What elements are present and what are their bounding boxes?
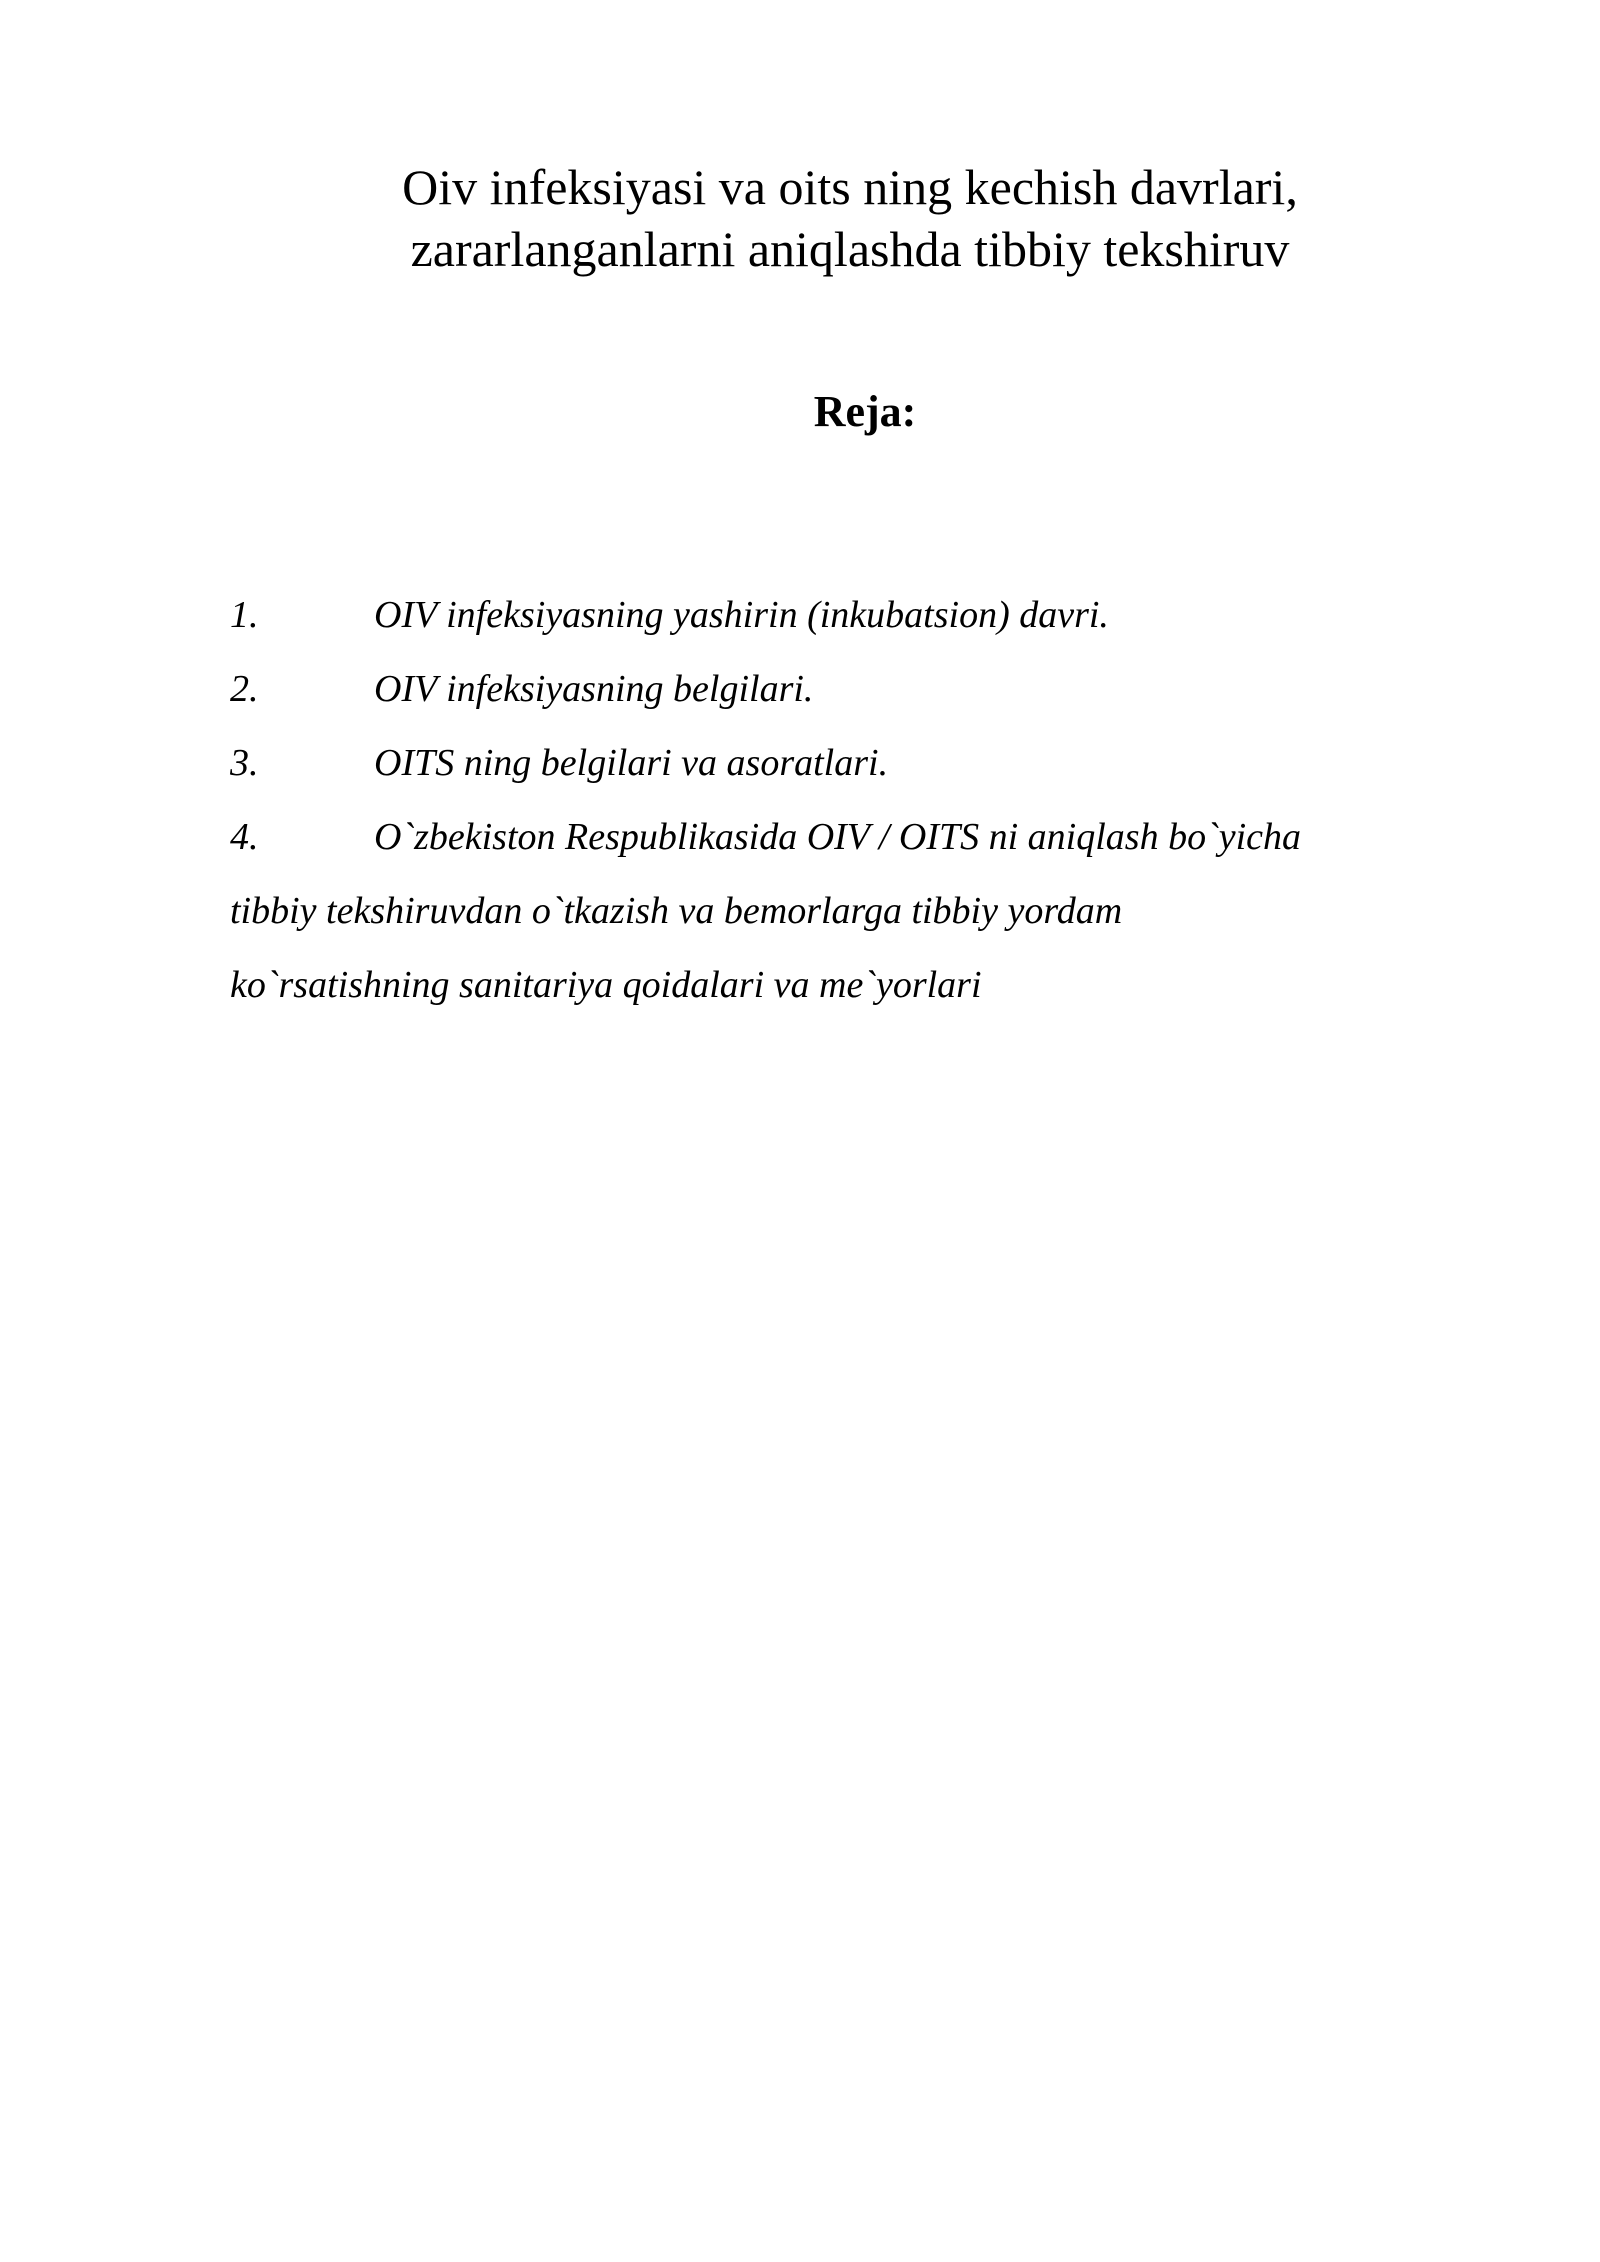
plan-heading: Reja: [813,387,917,436]
plan-item-number: 4. [230,816,259,858]
plan-item-number: 1. [230,594,259,636]
plan-item-text: OITS ning belgilari va asoratlari. [374,742,889,784]
title-line-1: Oiv infeksiyasi va oits ning kechish davrlari, [402,159,1298,215]
plan-item-number: 3. [230,742,259,784]
plan-item-2 [230,652,1470,726]
plan-item-3 [230,726,1470,800]
plan-item-text: O`zbekiston Respublikasida OIV / OITS ni aniqlash bo`yicha [374,816,1302,858]
document-title [280,156,1420,280]
plan-item-number: 2. [230,668,259,710]
plan-item-text: OIV infeksiyasning belgilari. [374,668,814,710]
plan-item-1 [230,578,1470,652]
plan-item-4 [230,800,1470,1022]
plan-list [230,578,1470,1022]
plan-item-continuation: ko`rsatishning sanitariya qoidalari va me`yorlari [230,964,982,1006]
plan-item-text: OIV infeksiyasning yashirin (inkubatsion) davri. [374,594,1109,636]
title-line-2: zararlanganlarni aniqlashda tibbiy tekshiruv [410,221,1290,277]
plan-item-continuation: tibbiy tekshiruvdan o`tkazish va bemorlarga tibbiy yordam [230,890,1123,932]
